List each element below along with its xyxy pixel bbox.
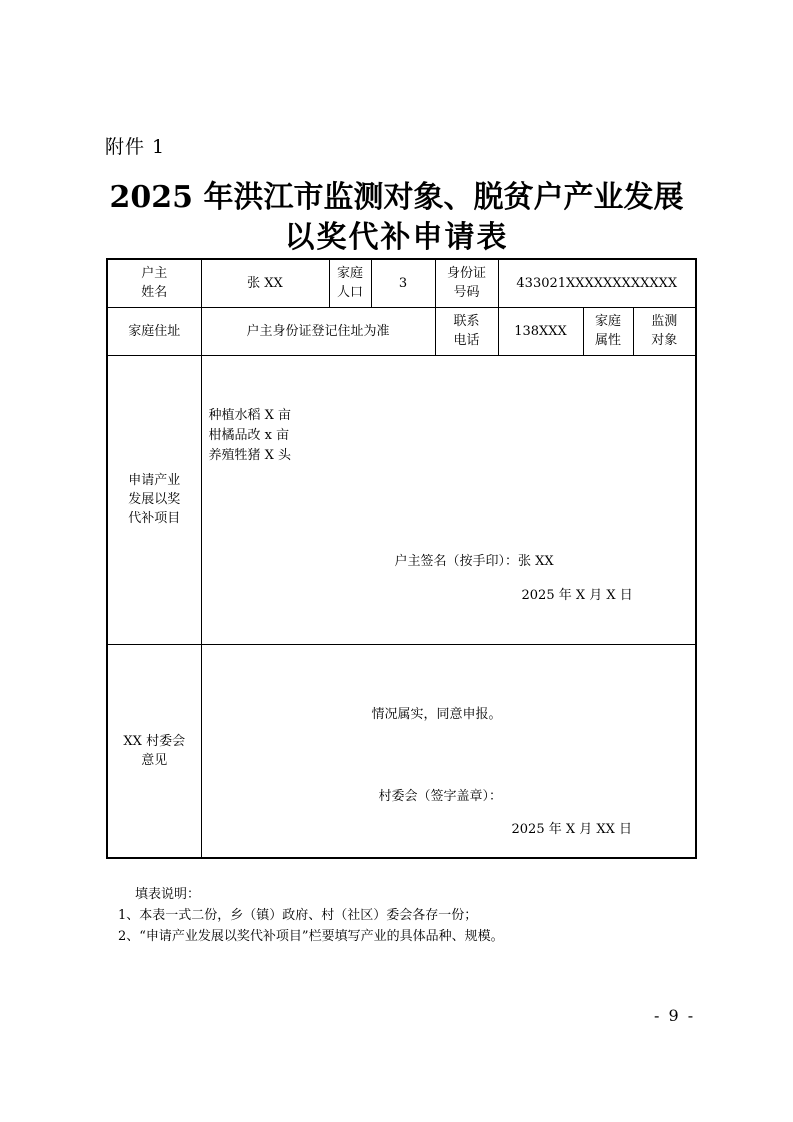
phone-label-line-1: 联系 [453,314,480,329]
family-attribute-value [633,307,696,355]
form-row-householder [107,259,696,307]
householder-signature: 户主签名（按手印）：张 XX [394,553,554,569]
application-date: 2025 年 X 月 X 日 [521,587,633,603]
id-number-label-line-1: 身份证 [446,266,486,282]
committee-signature: 村委会（签字盖章）： [378,788,503,804]
householder-name-label-line-1: 户主 [141,266,168,282]
form-row-application-projects [107,355,696,644]
family-attribute-value-line-1: 监测 [651,314,678,329]
family-attribute-value-line-2: 对象 [651,333,678,348]
opinion-text: 情况属实，同意申报。 [371,706,502,722]
id-number-label [435,259,498,307]
village-committee-opinion-label [107,644,201,858]
householder-name-value: 张 XX [201,259,329,307]
form-row-village-opinion [107,644,696,858]
project-item: 养殖牲猪 X 头 [208,447,292,463]
project-item: 柑橘品改 x 亩 [208,427,290,443]
application-projects-label-line-1: 申请产业 [128,473,181,488]
family-address-value: 户主身份证登记住址为准 [201,307,435,355]
family-population-value: 3 [371,259,435,307]
id-number-label-line-2: 号码 [453,285,480,301]
family-address-label: 家庭住址 [107,307,201,355]
village-committee-opinion-label-line-1: XX 村委会 [123,733,186,749]
family-population-label-line-2: 人口 [336,285,363,301]
village-committee-opinion-content [201,644,696,858]
family-attribute-label [583,307,633,355]
attachment-label: 附件 1 [105,136,166,158]
opinion-date: 2025 年 X 月 XX 日 [511,821,633,837]
application-projects-label-line-3: 代补项目 [128,511,181,526]
phone-value: 138XXX [498,307,583,355]
phone-label [435,307,498,355]
application-form-table [106,258,697,859]
application-projects-label [107,355,201,644]
page-number: - 9 - [654,1006,696,1025]
householder-name-label [107,259,201,307]
project-item-list [209,406,292,466]
form-title-line-1: 2025 年洪江市监测对象、脱贫户产业发展 [109,180,684,215]
application-projects-content [201,355,696,644]
instruction-item: 2、“申请产业发展以奖代补项目”栏要填写产业的具体品种、规模。 [118,929,504,944]
instructions-heading: 填表说明： [135,887,201,902]
application-projects-label-line-2: 发展以奖 [128,492,181,507]
form-instructions [118,884,504,947]
form-row-address [107,307,696,355]
form-title-line-2: 以奖代补申请表 [284,220,509,255]
id-number-value: 433021XXXXXXXXXXXX [498,259,696,307]
project-item: 种植水稻 X 亩 [208,407,292,423]
householder-name-label-line-2: 姓名 [141,285,168,301]
village-committee-opinion-label-line-2: 意见 [141,752,168,768]
family-attribute-label-line-1: 家庭 [594,314,621,329]
instruction-item: 1、本表一式二份，乡（镇）政府、村（社区）委会各存一份； [118,908,478,923]
family-population-label-line-1: 家庭 [336,266,363,282]
family-attribute-label-line-2: 属性 [594,333,621,348]
phone-label-line-2: 电话 [453,333,480,348]
family-population-label [329,259,371,307]
